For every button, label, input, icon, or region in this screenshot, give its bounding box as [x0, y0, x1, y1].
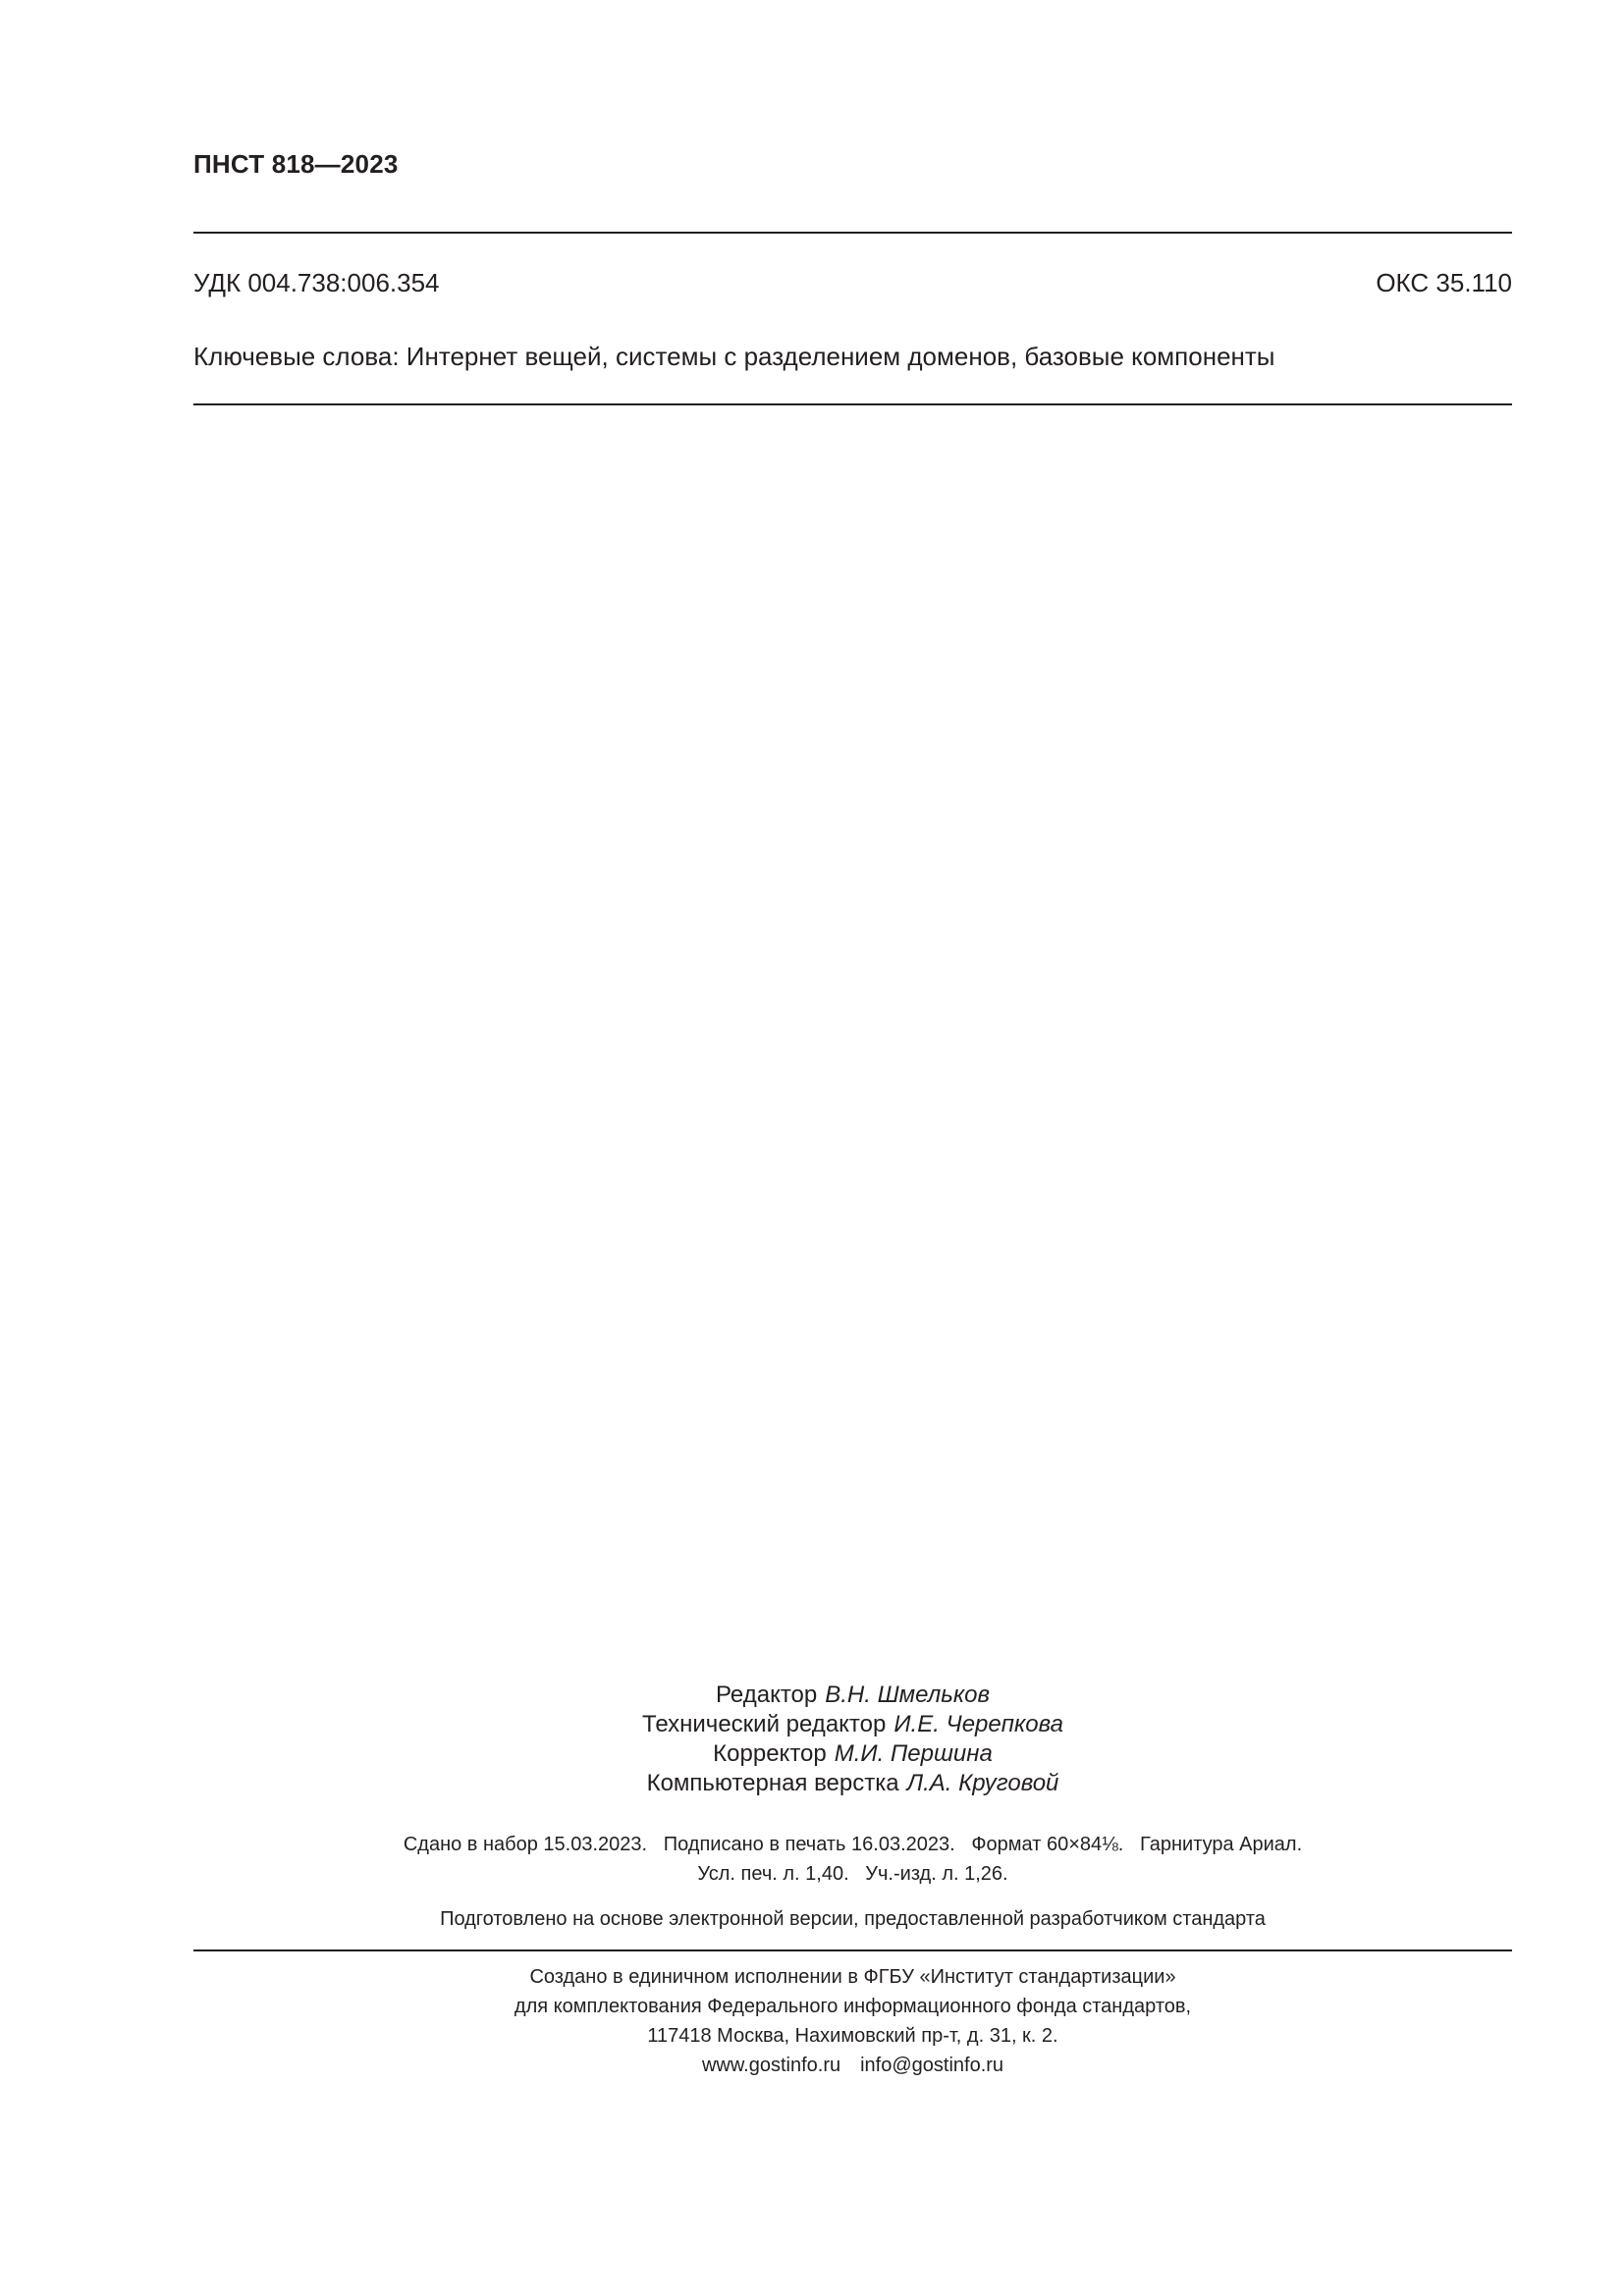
credit-person: И.Е. Черепкова [893, 1711, 1063, 1737]
credit-technical-editor [193, 1710, 1512, 1739]
publisher-line: для комплектования Федерального информационного фонда стандартов, [514, 1996, 1192, 2017]
prepared-note: Подготовлено на основе электронной версии, предоставленной разработчиком стандарта [440, 1908, 1266, 1930]
website-link[interactable]: www.gostinfo.ru [701, 2055, 841, 2076]
credit-proofreader [193, 1739, 1512, 1769]
credits-block [193, 1681, 1512, 1798]
credit-layout [193, 1769, 1512, 1798]
keywords-divider [193, 403, 1512, 405]
publisher-block [193, 1962, 1512, 2080]
publisher-contacts [193, 2051, 1512, 2080]
credit-person: М.И. Першина [834, 1740, 993, 1767]
oks-code: ОКС 35.110 [1376, 268, 1512, 297]
publisher-address: 117418 Москва, Нахимовский пр-т, д. 31, к. 2. [647, 2025, 1058, 2047]
email-link[interactable]: info@gostinfo.ru [860, 2055, 1004, 2076]
standard-code: ПНСТ 818—2023 [193, 149, 399, 179]
print-info-line: Усл. печ. л. 1,40. Уч.-изд. л. 1,26. [697, 1863, 1008, 1885]
keywords-line: Ключевые слова: Интернет вещей, системы с разделением доменов, базовые компоненты [193, 342, 1275, 371]
credit-role: Корректор [713, 1740, 827, 1767]
print-info-line: Сдано в набор 15.03.2023. Подписано в печать 16.03.2023. Формат 60×84⅛. Гарнитура Ариал. [403, 1834, 1303, 1855]
udk-code: УДК 004.738:006.354 [193, 268, 440, 297]
credit-person: Л.А. Круговой [906, 1770, 1059, 1796]
publisher-line: Создано в единичном исполнении в ФГБУ «Институт стандартизации» [529, 1966, 1176, 1988]
print-info-block [193, 1830, 1512, 1889]
credit-role: Редактор [715, 1682, 818, 1708]
credit-person: В.Н. Шмельков [825, 1682, 991, 1708]
publisher-divider [193, 1949, 1512, 1951]
credit-role: Компьютерная верстка [646, 1770, 899, 1796]
credit-editor [193, 1681, 1512, 1710]
credit-role: Технический редактор [642, 1711, 887, 1737]
top-divider [193, 232, 1512, 234]
